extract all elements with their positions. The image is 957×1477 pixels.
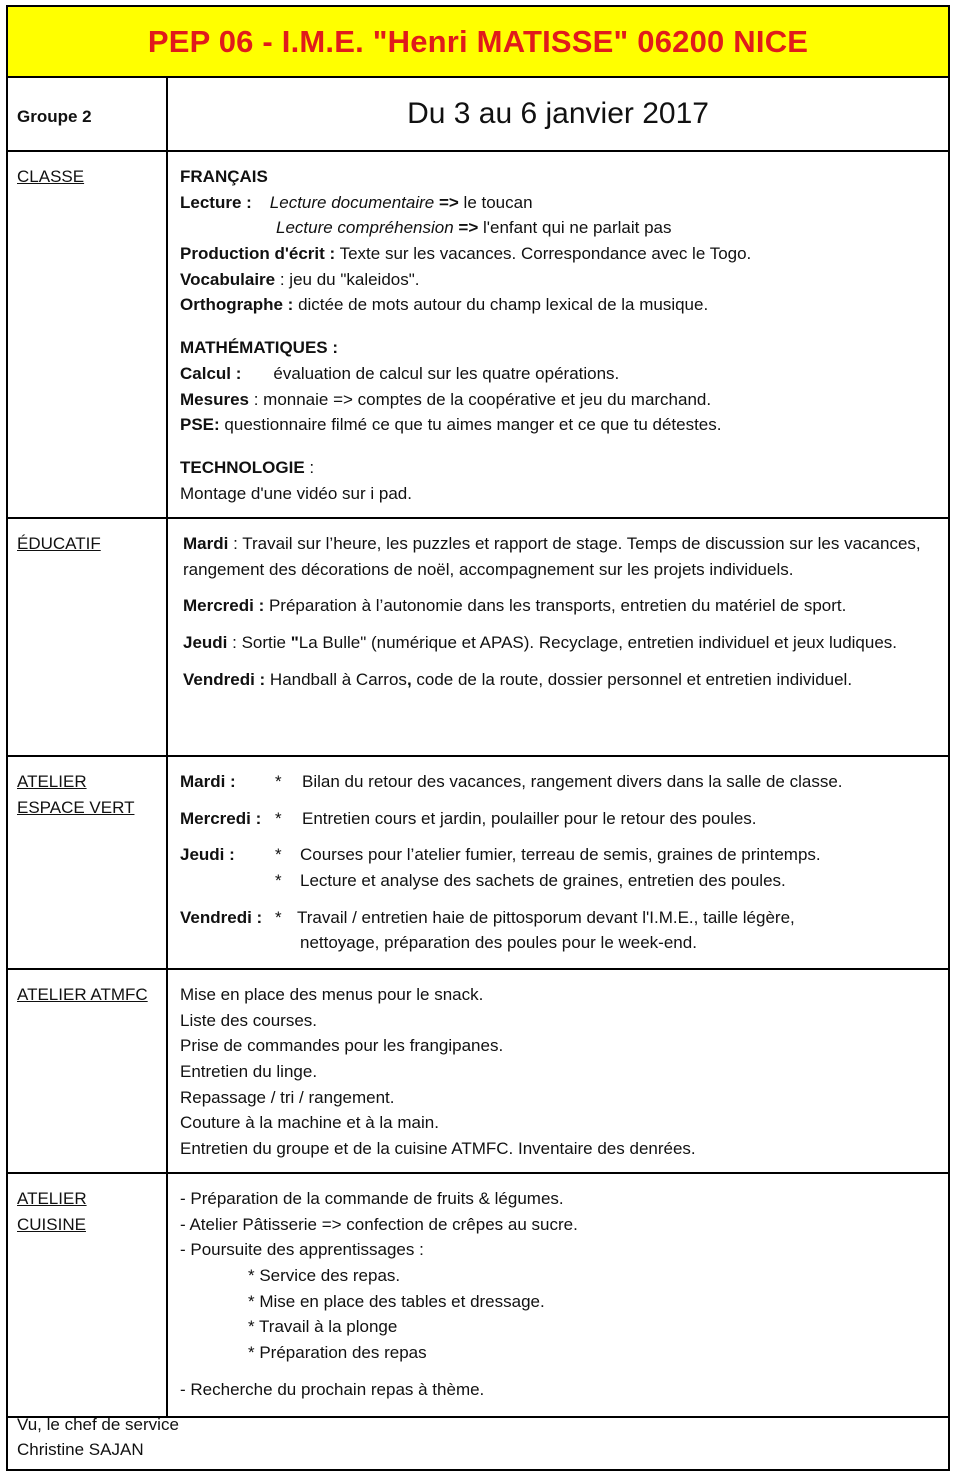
cuisine-line: - Poursuite des apprentissages : <box>180 1240 424 1260</box>
classe-row <box>8 152 948 519</box>
cuisine-line: - Atelier Pâtisserie => confection de crêpes au sucre. <box>180 1214 578 1234</box>
cuisine-label: ATELIER CUISINE <box>17 1189 87 1234</box>
francais-heading: FRANÇAIS <box>180 167 268 186</box>
footer-line-1: Vu, le chef de service <box>17 1415 179 1434</box>
espace-vert-mardi: Mardi : * Bilan du retour des vacances, rangement divers dans la salle de classe. <box>180 772 843 791</box>
educatif-content <box>183 531 940 693</box>
espace-vert-vendredi-1: Vendredi : * Travail / entretien haie de pittosporum devant l'I.M.E., taille légère, <box>180 907 795 927</box>
atmfc-line: Liste des courses. <box>180 1010 318 1030</box>
cuisine-content <box>180 1186 938 1403</box>
atmfc-line: Mise en place des menus pour le snack. <box>180 985 484 1004</box>
atmfc-label-cell <box>8 970 168 1172</box>
educatif-row <box>8 519 948 757</box>
atmfc-line: Couture à la machine et à la main. <box>180 1113 439 1133</box>
atmfc-row <box>8 970 948 1174</box>
cuisine-line: - Préparation de la commande de fruits & légumes. <box>180 1189 564 1208</box>
espace-vert-label-cell <box>8 757 168 968</box>
lecture-line-1: Lecture : Lecture documentaire => le toucan <box>180 192 533 212</box>
cuisine-line: - Recherche du prochain repas à thème. <box>180 1379 485 1399</box>
footer-line-2: Christine SAJAN <box>17 1440 144 1459</box>
date-range: Du 3 au 6 janvier 2017 <box>407 97 709 130</box>
atmfc-line: Prise de commandes pour les frangipanes. <box>180 1036 504 1056</box>
espace-vert-row <box>8 757 948 970</box>
technologie-heading: TECHNOLOGIE : <box>180 457 315 477</box>
vocabulaire-line: Vocabulaire : jeu du "kaleidos". <box>180 269 420 289</box>
educatif-vendredi: Vendredi : Handball à Carros, code de la route, dossier personnel et entretien individuel. <box>183 669 853 689</box>
header-row <box>8 78 948 152</box>
cuisine-subitem: * Service des repas. <box>248 1266 401 1286</box>
espace-vert-jeudi-1: Jeudi : * Courses pour l’atelier fumier, terreau de semis, graines de printemps. <box>180 845 821 865</box>
classe-label: CLASSE <box>17 167 85 186</box>
cuisine-label-cell <box>8 1174 168 1416</box>
educatif-mercredi: Mercredi : Préparation à l’autonomie dans les transports, entretien du matériel de sport. <box>183 596 847 616</box>
espace-vert-jeudi-2: * Lecture et analyse des sachets de graines, entretien des poules. <box>275 871 786 891</box>
signature-footer <box>17 1412 179 1462</box>
technologie-line: Montage d'une vidéo sur i pad. <box>180 483 412 503</box>
atmfc-line: Entretien du linge. <box>180 1062 318 1082</box>
group-cell <box>8 78 168 150</box>
classe-content <box>180 164 938 506</box>
espace-vert-content <box>180 769 938 956</box>
calcul-line: Calcul : évaluation de calcul sur les quatre opérations. <box>180 363 620 383</box>
title-banner <box>8 7 948 78</box>
production-ecrit-line: Production d'écrit : Texte sur les vacances. Correspondance avec le Togo. <box>180 244 752 264</box>
educatif-label-cell <box>8 519 168 755</box>
espace-vert-mercredi: Mercredi : * Entretien cours et jardin, poulailler pour le retour des poules. <box>180 808 757 828</box>
atmfc-line: Repassage / tri / rangement. <box>180 1087 395 1107</box>
cuisine-row <box>8 1174 948 1418</box>
orthographe-line: Orthographe : dictée de mots autour du champ lexical de la musique. <box>180 295 709 315</box>
cuisine-subitem: * Mise en place des tables et dressage. <box>248 1291 545 1311</box>
espace-vert-label: ATELIER ESPACE VERT <box>17 772 135 817</box>
mathematiques-heading: MATHÉMATIQUES : <box>180 338 339 358</box>
educatif-mardi: Mardi : Travail sur l’heure, les puzzles et rapport de stage. Temps de discussion sur les vacances, rangement des décorations de noël, accompagnement sur les projets individuels. <box>183 534 921 579</box>
atmfc-line: Entretien du groupe et de la cuisine ATMFC. Inventaire des denrées. <box>180 1139 696 1159</box>
atmfc-label: ATELIER ATMFC <box>17 985 148 1004</box>
document-title: PEP 06 - I.M.E. "Henri MATISSE" 06200 NICE <box>147 23 809 59</box>
educatif-label: ÉDUCATIF <box>17 534 101 553</box>
cuisine-subitem: * Préparation des repas <box>248 1343 427 1363</box>
group-label: Groupe 2 <box>17 107 92 126</box>
classe-label-cell <box>8 152 168 517</box>
weekly-schedule-document <box>6 5 950 1471</box>
educatif-jeudi: Jeudi : Sortie "La Bulle" (numérique et APAS). Recyclage, entretien individuel et jeux ludiques. <box>183 633 898 653</box>
atmfc-content <box>180 982 938 1162</box>
pse-line: PSE: questionnaire filmé ce que tu aimes manger et ce que tu détestes. <box>180 415 722 435</box>
cuisine-subitem: * Travail à la plonge <box>248 1317 398 1337</box>
lecture-line-2: Lecture compréhension => l'enfant qui ne parlait pas <box>276 218 672 238</box>
espace-vert-vendredi-2: nettoyage, préparation des poules pour le week-end. <box>300 933 697 953</box>
mesures-line: Mesures : monnaie => comptes de la coopérative et jeu du marchand. <box>180 389 712 409</box>
